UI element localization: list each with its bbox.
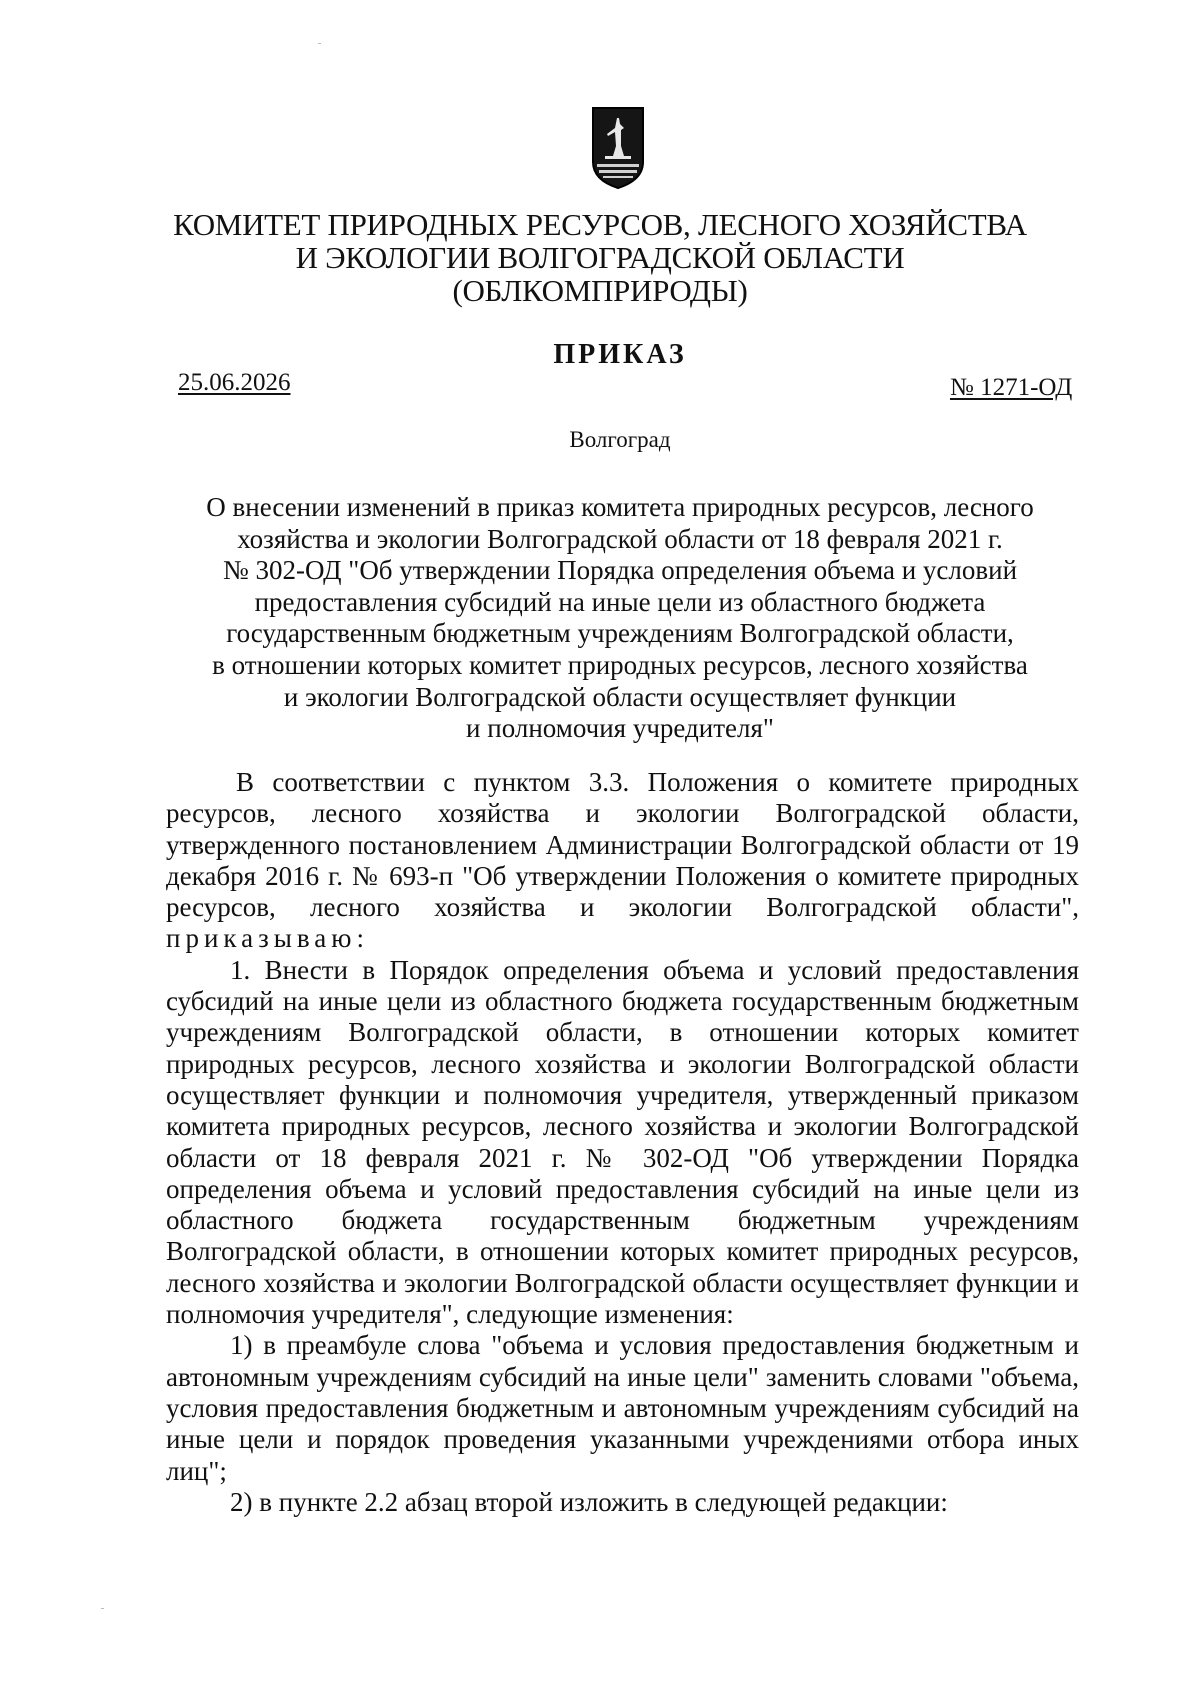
document-type-title: ПРИКАЗ	[553, 339, 687, 370]
subject-line: в отношении которых комитет природных ресурсов, лесного хозяйства	[212, 649, 1028, 680]
subitem-2-paragraph: 2) в пункте 2.2 абзац второй изложить в следующей редакции:	[230, 1486, 948, 1517]
document-city: Волгоград	[569, 427, 671, 452]
document-date-field	[166, 369, 303, 397]
subject-line: № 302-ОД "Об утверждении Порядка определения объема и условий	[222, 555, 1018, 586]
order-word: приказываю:	[166, 923, 369, 954]
subject-line: О внесении изменений в приказ комитета природных ресурсов, лесного	[206, 492, 1034, 522]
coat-of-arms-icon	[591, 106, 645, 190]
organization-short-name: (ОБЛКОМПРИРОДЫ)	[452, 273, 748, 308]
document-number: № 1271-ОД	[950, 374, 1073, 401]
scan-artifact	[101, 1608, 104, 1609]
organization-name-line-1: КОМИТЕТ ПРИРОДНЫХ РЕСУРСОВ, ЛЕСНОГО ХОЗЯЙСТВА	[173, 207, 1027, 242]
scan-artifact	[318, 43, 321, 44]
preamble-text: В соответствии с пунктом 3.3. Положения о комитете природных ресурсов, лесного хозяйства и экологии Волгоградской области, утвержденного постановлением Администрации Волгоградской области от 19 декабря 2016 г. № 693-п "Об утверждении Положения о комитете природных ресурсов, лесного хозяйства и экологии Волгоградской области",	[166, 767, 1079, 923]
subject-line: предоставления субсидий на иные цели из областного бюджета	[254, 586, 986, 617]
subject-line: и полномочия учредителя"	[466, 713, 774, 744]
subject-line: хозяйства и экологии Волгоградской области от 18 февраля 2021 г.	[237, 523, 1003, 554]
item-1-paragraph: 1. Внести в Порядок определения объема и условий предоставления субсидий на иные цели из областного бюджета государственным бюджетным учреждениям Волгоградской области, в отношении которых комитет природных ресурсов, лесного хозяйства и экологии Волгоградской области осуществляет функции и полномочия учредителя, утвержденный приказом комитета природных ресурсов, лесного хозяйства и экологии Волгоградской области от 18 февраля 2021 г. № 302-ОД "Об утверждении Порядка определения объема и условий предоставления субсидий на иные цели из областного бюджета государственным бюджетным учреждениям Волгоградской области, в отношении которых комитет природных ресурсов, лесного хозяйства и экологии Волгоградской области осуществляет функции и полномочия учредителя", следующие изменения:	[166, 954, 1079, 1330]
subject-line: государственным бюджетным учреждениям Волгоградской области,	[226, 618, 1014, 649]
preamble-paragraph	[166, 767, 1079, 955]
organization-name-line-2: И ЭКОЛОГИИ ВОЛГОГРАДСКОЙ ОБЛАСТИ	[295, 240, 905, 275]
subitem-1-paragraph: 1) в преамбуле слова "объема и условия предоставления бюджетным и автономным учреждениям субсидий на иные цели" заменить словами "объема, условия предоставления бюджетным и автономным учреждениям субсидий на иные цели и порядок проведения указанными учреждениями отбора иных лиц";	[166, 1330, 1079, 1486]
document-subject	[150, 492, 1090, 745]
document-body	[166, 767, 1079, 1518]
document-date: 25.06.2026	[178, 369, 291, 396]
subject-line: и экологии Волгоградской области осуществляет функции	[283, 681, 957, 712]
